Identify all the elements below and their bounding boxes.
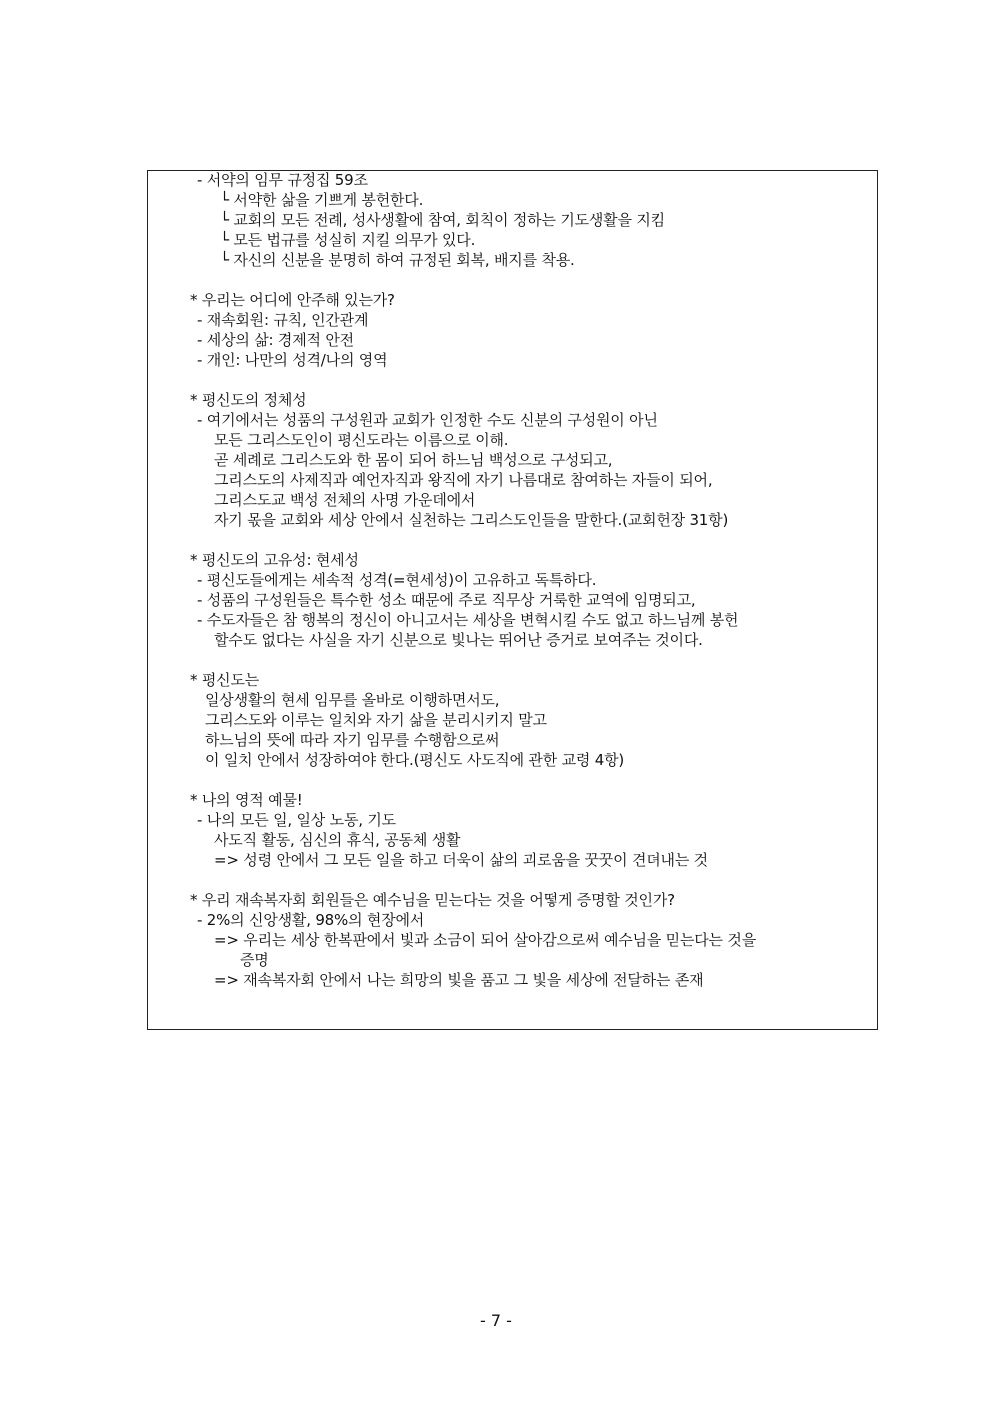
text-line: 이 일치 안에서 성장하여야 한다.(평신도 사도직에 관한 교령 4항) — [205, 751, 625, 769]
section-heading: * 평신도의 고유성: 현세성 — [190, 551, 359, 569]
text-line: - 세상의 삶: 경제적 안전 — [197, 331, 354, 349]
text-line: └ 교회의 모든 전례, 성사생활에 참여, 회칙이 정하는 기도생활을 지킴 — [220, 211, 665, 229]
page-number: - 7 - — [480, 1311, 512, 1330]
text-line: - 나의 모든 일, 일상 노동, 기도 — [197, 811, 396, 829]
text-line: 그리스도의 사제직과 예언자직과 왕직에 자기 나름대로 참여하는 자들이 되어, — [214, 471, 713, 489]
text-line: - 수도자들은 참 행복의 정신이 아니고서는 세상을 변혁시킬 수도 없고 하느님께 봉헌 — [197, 611, 739, 629]
text-line: └ 자신의 신분을 분명히 하여 규정된 회복, 배지를 착용. — [220, 251, 575, 269]
text-line: 모든 그리스도인이 평신도라는 이름으로 이해. — [214, 431, 509, 449]
section-heading: * 평신도의 정체성 — [190, 391, 307, 409]
text-line: - 개인: 나만의 성격/나의 영역 — [197, 351, 388, 369]
text-line: 자기 몫을 교회와 세상 안에서 실천하는 그리스도인들을 말한다.(교회헌장 31항) — [214, 511, 729, 529]
text-line: 그리스도교 백성 전체의 사명 가운데에서 — [214, 491, 476, 509]
text-line: └ 서약한 삶을 기쁘게 봉헌한다. — [220, 191, 424, 209]
text-line: 할수도 없다는 사실을 자기 신분으로 빛나는 뛰어난 증거로 보여주는 것이다. — [214, 631, 703, 649]
text-line: => 우리는 세상 한복판에서 빛과 소금이 되어 살아감으로써 예수님을 믿는다는 것을 — [214, 931, 756, 949]
section-heading: * 평신도는 — [190, 671, 260, 689]
text-line: - 평신도들에게는 세속적 성격(=현세성)이 고유하고 독특하다. — [197, 571, 597, 589]
text-line: => 재속복자회 안에서 나는 희망의 빛을 품고 그 빛을 세상에 전달하는 존재 — [214, 971, 704, 989]
section-heading: * 나의 영적 예물! — [190, 791, 303, 809]
text-line: 하느님의 뜻에 따라 자기 임무를 수행함으로써 — [205, 731, 500, 749]
text-line: 일상생활의 현세 임무를 올바로 이행하면서도, — [205, 691, 500, 709]
text-line: - 성품의 구성원들은 특수한 성소 때문에 주로 직무상 거룩한 교역에 임명되고, — [197, 591, 696, 609]
text-line: └ 모든 법규를 성실히 지킬 의무가 있다. — [220, 231, 476, 249]
text-line: - 재속회원: 규칙, 인간관계 — [197, 311, 369, 329]
text-line: 사도직 활동, 심신의 휴식, 공동체 생활 — [214, 831, 461, 849]
text-line: 증명 — [240, 951, 269, 969]
text-line: - 서약의 임무 규정집 59조 — [197, 171, 368, 189]
text-line: - 2%의 신앙생활, 98%의 현장에서 — [197, 911, 425, 929]
section-heading: * 우리 재속복자회 회원들은 예수님을 믿는다는 것을 어떻게 증명할 것인가? — [190, 891, 675, 909]
text-line: => 성령 안에서 그 모든 일을 하고 더욱이 삶의 괴로움을 꿋꿋이 견뎌내는 것 — [214, 851, 708, 869]
text-line: - 여기에서는 성품의 구성원과 교회가 인정한 수도 신분의 구성원이 아닌 — [197, 411, 658, 429]
text-line: 그리스도와 이루는 일치와 자기 삶을 분리시키지 말고 — [205, 711, 547, 729]
text-line: 곧 세례로 그리스도와 한 몸이 되어 하느님 백성으로 구성되고, — [214, 451, 613, 469]
section-heading: * 우리는 어디에 안주해 있는가? — [190, 291, 395, 309]
